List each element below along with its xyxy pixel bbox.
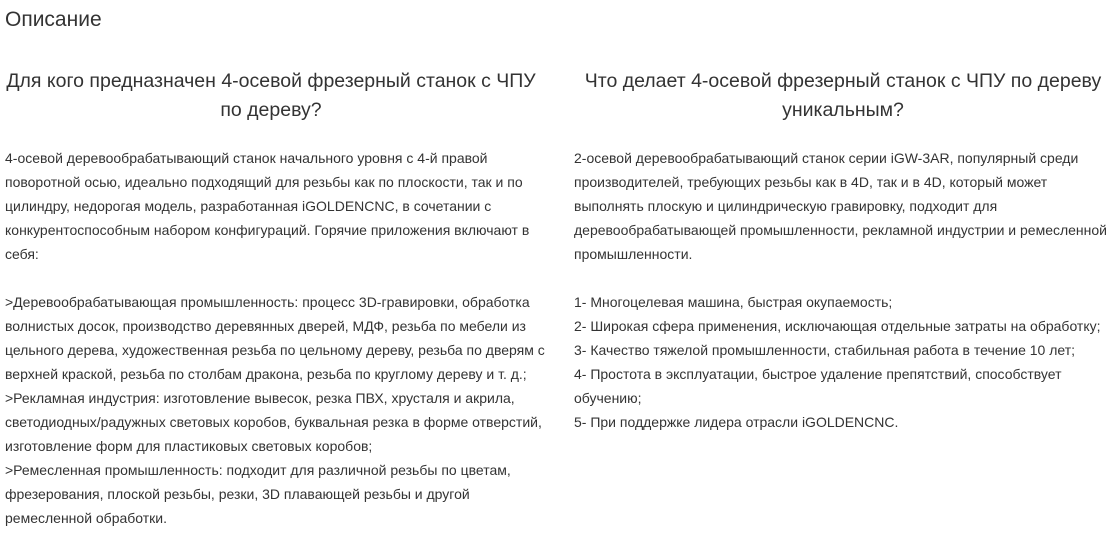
left-spacer xyxy=(5,266,545,290)
left-list xyxy=(5,290,545,530)
right-intro: 2-осевой деревообрабатывающий станок серии iGW-3AR, популярный среди производителей, требующих резьбы как в 4D, так и в 4D, который может выполнять плоскую и цилиндрическую гравировку, подходит для деревообрабатывающей промышленности, рекламной индустрии и ремесленной промышленности. xyxy=(574,150,1108,262)
right-list xyxy=(574,290,1112,434)
left-item-advertising: >Рекламная индустрия: изготовление вывесок, резка ПВХ, хрусталя и акрила, светодиодных/радужных световых коробов, буквальная резка в форме отверстий, изготовление форм для пластиковых световых коробов; xyxy=(5,390,542,454)
right-item-1: 1- Многоцелевая машина, быстрая окупаемость; xyxy=(574,294,893,310)
right-heading: Что делает 4-осевой фрезерный станок с ЧПУ по дереву уникальным? xyxy=(584,70,1102,121)
left-column xyxy=(5,67,545,530)
right-item-2: 2- Широкая сфера применения, исключающая отдельные затраты на обработку; xyxy=(574,318,1101,334)
right-item-3: 3- Качество тяжелой промышленности, стабильная работа в течение 10 лет; xyxy=(574,342,1076,358)
left-item-woodworking: >Деревообрабатывающая промышленность: процесс 3D-гравировки, обработка волнистых досок, производство деревянных дверей, МДФ, резьба по мебели из цельного дерева, художественная резьба по цельному дереву, резьба по дверям с верхней краской, резьба по столбам дракона, резьба по круглому дереву и т. д.; xyxy=(5,294,545,382)
left-heading: Для кого предназначен 4-осевой фрезерный станок с ЧПУ по дереву? xyxy=(6,70,536,121)
left-intro: 4-осевой деревообрабатывающий станок начального уровня с 4-й правой поворотной осью, идеально подходящий для резьбы как по плоскости, так и по цилиндру, недорогая модель, разработанная iGOLDENCNC, в сочетании с конкурентоспособным набором конфигураций. Горячие приложения включают в себя: xyxy=(5,150,530,262)
right-item-5: 5- При поддержке лидера отрасли iGOLDENCNC. xyxy=(574,414,899,430)
left-item-crafts: >Ремесленная промышленность: подходит для различной резьбы по цветам, фрезерования, плоской резьбы, резки, 3D плавающей резьбы и другой ремесленной обработки. xyxy=(5,462,511,526)
right-spacer xyxy=(574,266,1112,290)
right-column xyxy=(574,67,1112,434)
right-item-4: 4- Простота в эксплуатации, быстрое удаление препятствий, способствует обучению; xyxy=(574,366,1062,406)
page-title: Описание xyxy=(5,8,102,31)
